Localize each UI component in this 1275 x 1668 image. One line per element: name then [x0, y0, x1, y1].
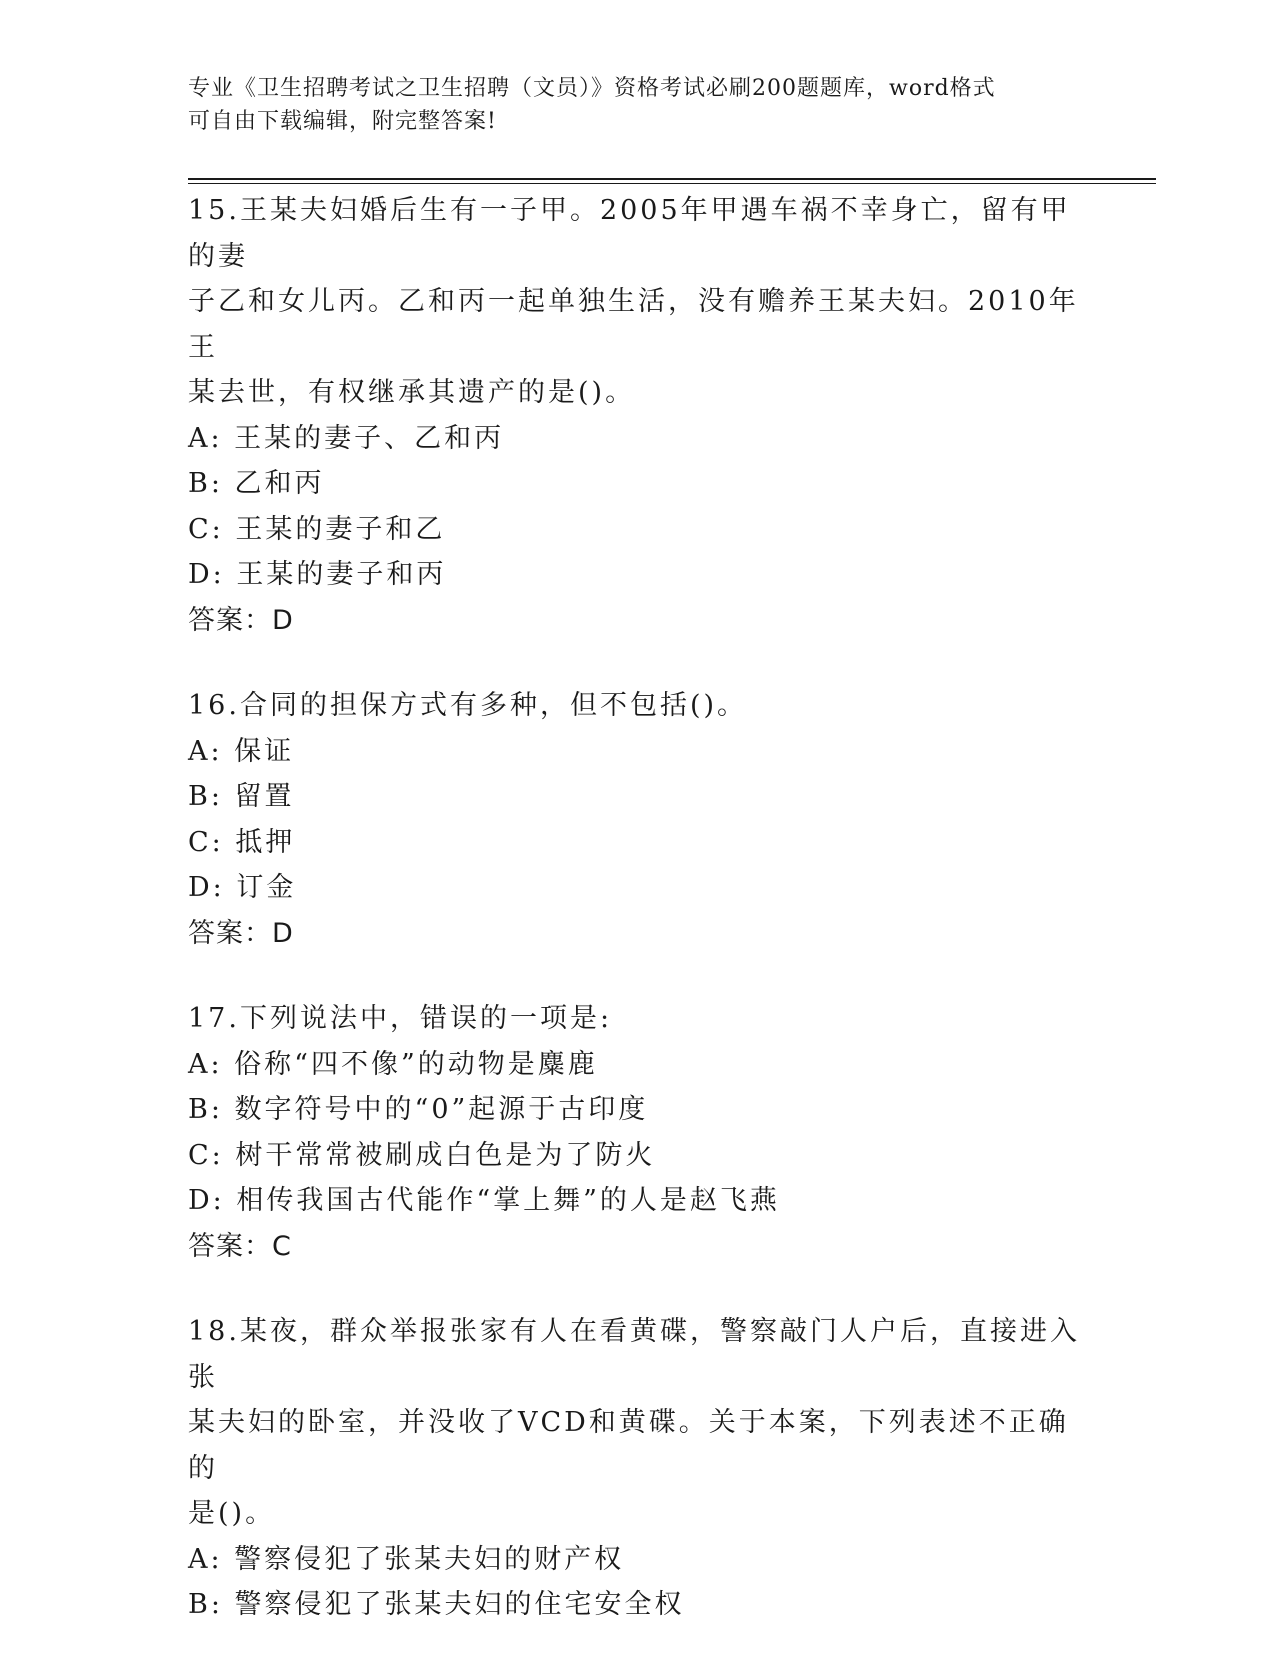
header-divider-thin — [188, 183, 1156, 184]
option-c: C: 抵押 — [188, 826, 296, 858]
header-line-1: 专业《卫生招聘考试之卫生招聘（文员）》资格考试必刷200题题库，word格式 — [188, 76, 996, 101]
document-header — [188, 72, 1088, 138]
answer: 答案：D — [188, 604, 294, 636]
question-15 — [188, 188, 1088, 643]
answer: 答案：D — [188, 917, 294, 949]
question-17 — [188, 996, 1088, 1269]
option-c: C: 王某的妻子和乙 — [188, 513, 446, 545]
option-d: D: 订金 — [188, 872, 297, 903]
question-text-line: 某去世，有权继承其遗产的是()。 — [188, 377, 636, 408]
header-divider — [188, 178, 1156, 180]
answer: 答案：C — [188, 1230, 292, 1262]
question-text-line: 某夫妇的卧室，并没收了VCD和黄碟。关于本案，下列表述不正确的 — [188, 1407, 1069, 1484]
question-list — [188, 188, 1088, 1668]
question-text-line: 17.下列说法中，错误的一项是: — [188, 1003, 613, 1034]
option-d: D: 相传我国古代能作“掌上舞”的人是赵飞燕 — [188, 1185, 780, 1216]
option-c: C: 树干常常被刷成白色是为了防火 — [188, 1139, 656, 1171]
option-a: A: 保证 — [188, 735, 295, 767]
option-a: A: 俗称“四不像”的动物是麋鹿 — [188, 1048, 598, 1080]
option-a: A: 警察侵犯了张某夫妇的财产权 — [188, 1543, 625, 1575]
header-line-2: 可自由下载编辑，附完整答案! — [188, 109, 497, 134]
question-text-line: 16.合同的担保方式有多种，但不包括()。 — [188, 690, 748, 721]
option-b: B: 警察侵犯了张某夫妇的住宅安全权 — [188, 1589, 685, 1620]
question-16 — [188, 683, 1088, 956]
option-a: A: 王某的妻子、乙和丙 — [188, 422, 505, 454]
option-b: B: 乙和丙 — [188, 468, 325, 499]
option-d: D: 王某的妻子和丙 — [188, 559, 447, 590]
question-text-line: 18.某夜，群众举报张家有人在看黄碟，警察敲门人户后，直接进入张 — [188, 1316, 1080, 1393]
question-text-line: 15.王某夫妇婚后生有一子甲。2005年甲遇车祸不幸身亡，留有甲的妻 — [188, 195, 1071, 272]
question-text-line: 子乙和女儿丙。乙和丙一起单独生活，没有赡养王某夫妇。2010年王 — [188, 286, 1079, 363]
option-b: B: 留置 — [188, 781, 295, 812]
option-b: B: 数字符号中的“0”起源于古印度 — [188, 1094, 649, 1125]
question-text-line: 是()。 — [188, 1498, 276, 1529]
question-18 — [188, 1309, 1088, 1628]
